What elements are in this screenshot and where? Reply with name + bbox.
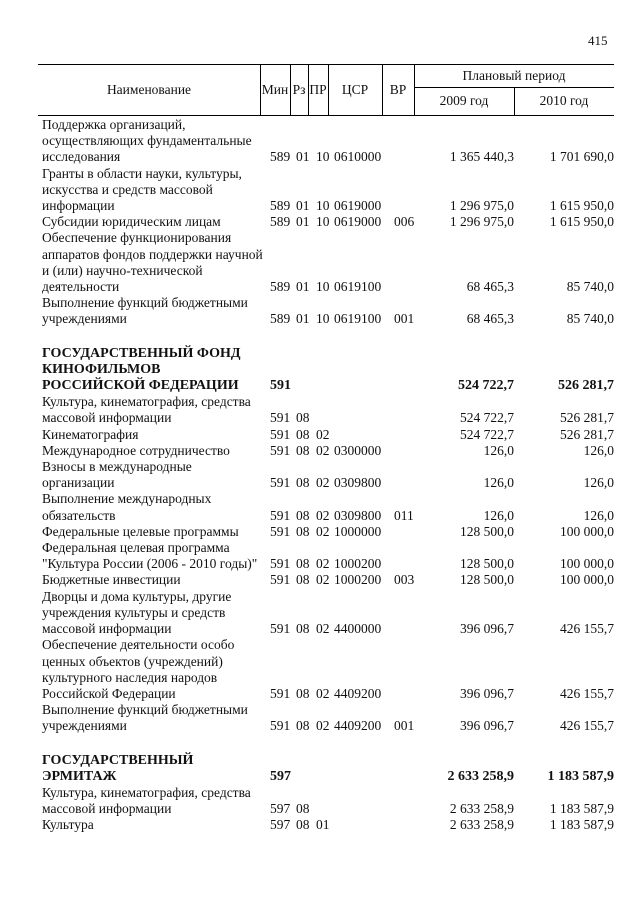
section-row [38, 346, 614, 395]
cell-rz: 08 [296, 621, 310, 637]
table-row [38, 214, 614, 230]
cell-y1: 68 465,3 [466, 279, 514, 295]
cell-pr: 10 [316, 279, 330, 295]
cell-pr: 10 [316, 214, 330, 230]
header-pr: ПР [309, 82, 327, 97]
cell-pr: 02 [316, 475, 330, 491]
cell-y2: 1 615 950,0 [549, 214, 614, 230]
cell-vr: 001 [394, 311, 415, 327]
cell-min: 597 [270, 817, 291, 833]
cell-y2: 100 000,0 [560, 572, 614, 588]
cell-y1: 2 633 258,9 [447, 768, 514, 784]
cell-min: 591 [270, 507, 291, 523]
cell-pr: 10 [316, 149, 330, 165]
cell-name: ГОСУДАРСТВЕННЫЙ ФОНД КИНОФИЛЬМОВ РОССИЙСКОЙ ФЕДЕРАЦИИ [42, 345, 241, 394]
cell-y2: 1 183 587,9 [547, 768, 614, 784]
cell-y1: 1 365 440,3 [449, 149, 514, 165]
cell-rz: 01 [296, 214, 310, 230]
cell-name: ГОСУДАРСТВЕННЫЙ ЭРМИТАЖ [42, 752, 194, 784]
cell-min: 589 [270, 149, 291, 165]
cell-name: Культура, кинематография, средства массовой информации [42, 784, 251, 817]
cell-rz: 01 [296, 149, 310, 165]
table-row [38, 702, 614, 734]
cell-rz: 01 [296, 279, 310, 295]
cell-name: Субсидии юридическим лицам [42, 214, 221, 230]
cell-name: Поддержка организаций, осуществляющих фундаментальные исследования [42, 117, 252, 165]
cell-name: Взносы в международные организации [42, 459, 192, 491]
cell-name: Международное сотрудничество [42, 442, 230, 458]
cell-y1: 1 296 975,0 [449, 214, 514, 230]
cell-name: Федеральная целевая программа "Культура России (2006 - 2010 годы)" [42, 540, 258, 572]
cell-csr: 0309800 [334, 507, 382, 523]
cell-y1: 2 633 258,9 [449, 817, 514, 833]
cell-csr: 1000000 [334, 523, 382, 539]
cell-y1: 126,0 [483, 442, 514, 458]
cell-y2: 100 000,0 [560, 523, 614, 539]
cell-min: 591 [270, 378, 291, 394]
cell-y2: 126,0 [583, 507, 614, 523]
cell-name: Кинематография [42, 426, 139, 442]
cell-rz: 08 [296, 556, 310, 572]
cell-csr: 0619100 [334, 311, 382, 327]
cell-y1: 128 500,0 [460, 572, 514, 588]
cell-y2: 126,0 [583, 442, 614, 458]
cell-y1: 1 296 975,0 [449, 198, 514, 214]
cell-pr: 02 [316, 572, 330, 588]
cell-min: 591 [270, 426, 291, 442]
cell-y1: 396 096,7 [460, 718, 514, 734]
table-row [38, 443, 614, 459]
cell-min: 591 [270, 523, 291, 539]
table-row [38, 166, 614, 215]
cell-min: 589 [270, 279, 291, 295]
cell-min: 597 [270, 801, 291, 817]
cell-rz: 08 [296, 572, 310, 588]
header-year-2009: 2009 год [439, 93, 489, 108]
table-row [38, 589, 614, 638]
cell-pr: 10 [316, 311, 330, 327]
cell-y2: 426 155,7 [560, 685, 614, 701]
table-row [38, 572, 614, 588]
cell-y1: 524 722,7 [460, 426, 514, 442]
cell-rz: 08 [296, 507, 310, 523]
cell-y1: 396 096,7 [460, 685, 514, 701]
table-header [38, 64, 614, 116]
cell-csr: 1000200 [334, 572, 382, 588]
header-vr: ВР [389, 82, 407, 97]
cell-rz: 08 [296, 410, 310, 426]
cell-rz: 08 [296, 426, 310, 442]
cell-csr: 0619100 [334, 279, 382, 295]
cell-y2: 85 740,0 [566, 311, 614, 327]
cell-y2: 1 701 690,0 [549, 149, 614, 165]
cell-y1: 128 500,0 [460, 523, 514, 539]
table-row [38, 817, 614, 833]
cell-pr: 02 [316, 426, 330, 442]
table-row [38, 491, 614, 523]
header-year-2010: 2010 год [539, 93, 589, 108]
cell-csr: 0309800 [334, 475, 382, 491]
cell-min: 591 [270, 410, 291, 426]
cell-min: 591 [270, 475, 291, 491]
cell-min: 591 [270, 718, 291, 734]
cell-csr: 4400000 [334, 621, 382, 637]
page-number: 415 [588, 33, 608, 48]
cell-y1: 524 722,7 [460, 410, 514, 426]
header-name: Наименование [106, 82, 192, 97]
table-row [38, 427, 614, 443]
table-row [38, 637, 614, 702]
table-row [38, 230, 614, 295]
table-row [38, 459, 614, 491]
cell-rz: 08 [296, 817, 310, 833]
cell-csr: 0610000 [334, 149, 382, 165]
cell-name: Обеспечение деятельности особо ценных объектов (учреждений) культурного наследия народов Российской Федерации [42, 637, 235, 701]
cell-vr: 011 [394, 507, 414, 523]
cell-min: 591 [270, 572, 291, 588]
cell-name: Гранты в области науки, культуры, искусства и средств массовой информации [42, 165, 242, 214]
cell-min: 589 [270, 214, 291, 230]
cell-csr: 1000200 [334, 556, 382, 572]
cell-rz: 08 [296, 442, 310, 458]
cell-min: 589 [270, 311, 291, 327]
budget-table [38, 64, 614, 834]
cell-csr: 0300000 [334, 442, 382, 458]
cell-name: Дворцы и дома культуры, другие учреждения культуры и средств массовой информации [42, 588, 232, 637]
cell-rz: 08 [296, 475, 310, 491]
cell-min: 589 [270, 198, 291, 214]
cell-pr: 02 [316, 718, 330, 734]
cell-pr: 02 [316, 685, 330, 701]
cell-rz: 01 [296, 198, 310, 214]
cell-pr: 02 [316, 621, 330, 637]
header-csr: ЦСР [341, 82, 369, 97]
cell-rz: 01 [296, 311, 310, 327]
cell-min: 591 [270, 442, 291, 458]
cell-y2: 1 615 950,0 [549, 198, 614, 214]
cell-y1: 2 633 258,9 [449, 801, 514, 817]
cell-min: 591 [270, 621, 291, 637]
cell-csr: 0619000 [334, 214, 382, 230]
cell-y1: 524 722,7 [458, 378, 514, 394]
cell-pr: 10 [316, 198, 330, 214]
cell-min: 591 [270, 685, 291, 701]
cell-y2: 426 155,7 [560, 718, 614, 734]
cell-y2: 100 000,0 [560, 556, 614, 572]
cell-name: Обеспечение функционирования аппаратов фондов поддержки научной и (или) научно-технической деятельности [42, 230, 263, 295]
cell-y2: 426 155,7 [560, 621, 614, 637]
cell-rz: 08 [296, 718, 310, 734]
cell-csr: 4409200 [334, 685, 382, 701]
cell-y2: 1 183 587,9 [549, 817, 614, 833]
cell-y2: 526 281,7 [560, 410, 614, 426]
cell-pr: 02 [316, 507, 330, 523]
header-planned-period: Плановый период [462, 68, 566, 83]
cell-min: 597 [270, 768, 291, 784]
cell-csr: 4409200 [334, 718, 382, 734]
cell-pr: 02 [316, 523, 330, 539]
table-row [38, 540, 614, 572]
table-row [38, 524, 614, 540]
cell-vr: 003 [394, 572, 415, 588]
cell-name: Выполнение функций бюджетными учреждениями [42, 295, 248, 327]
cell-pr: 01 [316, 817, 330, 833]
cell-min: 591 [270, 556, 291, 572]
cell-pr: 02 [316, 556, 330, 572]
cell-y2: 526 281,7 [560, 426, 614, 442]
cell-y2: 85 740,0 [566, 279, 614, 295]
cell-y2: 526 281,7 [558, 378, 614, 394]
cell-y1: 128 500,0 [460, 556, 514, 572]
cell-y2: 1 183 587,9 [549, 801, 614, 817]
cell-y1: 396 096,7 [460, 621, 514, 637]
section-row [38, 753, 614, 785]
cell-y1: 68 465,3 [466, 311, 514, 327]
cell-name: Культура, кинематография, средства массовой информации [42, 394, 251, 426]
cell-y1: 126,0 [483, 507, 514, 523]
cell-name: Выполнение функций бюджетными учреждениями [42, 702, 248, 734]
table-row [38, 394, 614, 426]
cell-name: Выполнение международных обязательств [42, 491, 212, 523]
header-rz: Рз [292, 82, 306, 97]
header-min: Мин [261, 82, 289, 97]
table-body [38, 117, 614, 834]
table-row [38, 117, 614, 166]
cell-y1: 126,0 [483, 475, 514, 491]
cell-vr: 001 [394, 718, 415, 734]
table-row [38, 295, 614, 327]
cell-rz: 08 [296, 523, 310, 539]
cell-pr: 02 [316, 442, 330, 458]
table-row [38, 785, 614, 817]
cell-name: Бюджетные инвестиции [42, 572, 181, 588]
cell-name: Культура [42, 817, 94, 833]
cell-vr: 006 [394, 214, 415, 230]
cell-rz: 08 [296, 801, 310, 817]
cell-y2: 126,0 [583, 475, 614, 491]
cell-name: Федеральные целевые программы [42, 523, 239, 539]
cell-csr: 0619000 [334, 198, 382, 214]
cell-rz: 08 [296, 685, 310, 701]
